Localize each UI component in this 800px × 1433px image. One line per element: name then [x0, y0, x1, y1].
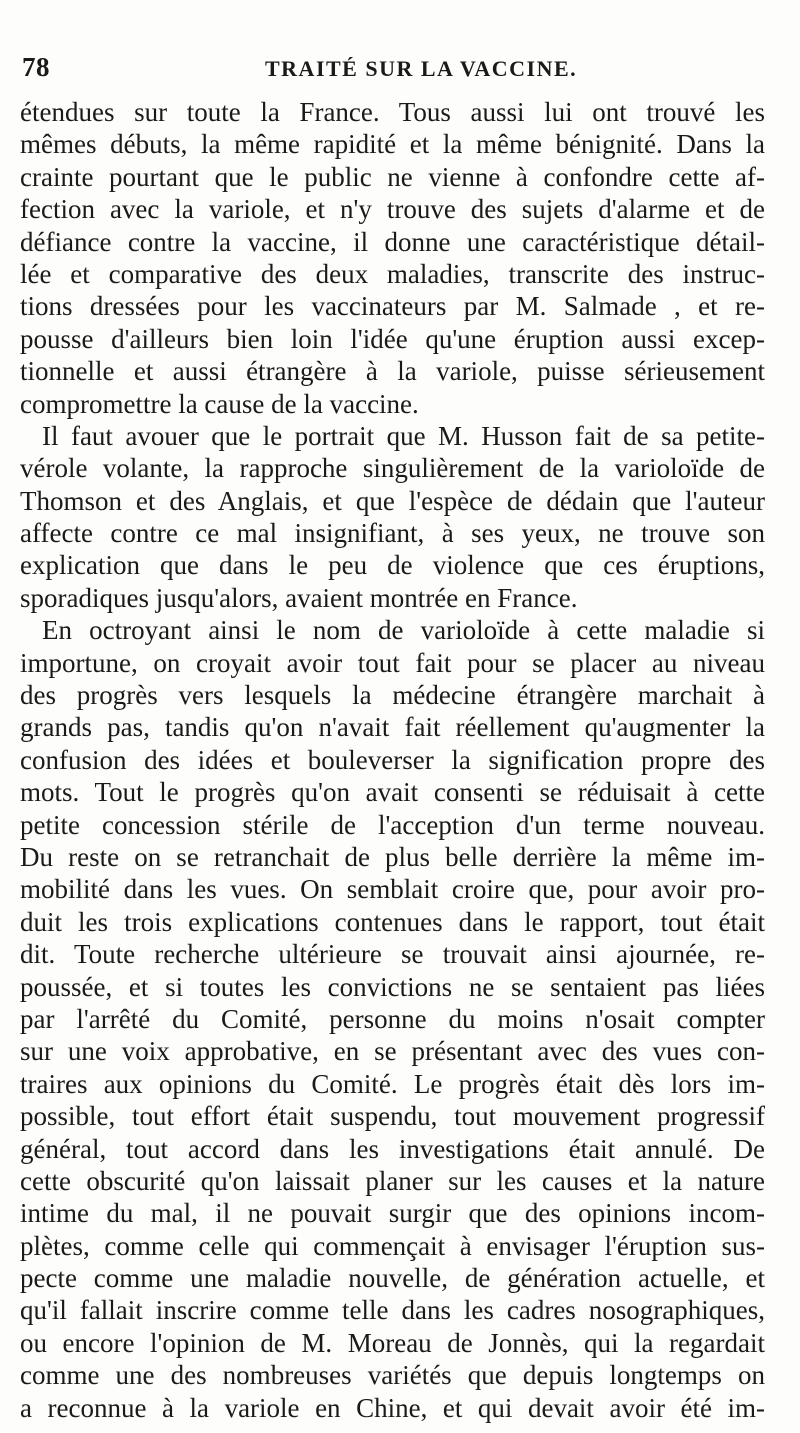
text-line: sporadiques jusqu'alors, avaient montrée en France.	[20, 582, 578, 613]
text-line: duit les trois explications contenues dans le rapport, tout était	[20, 906, 765, 937]
text-line: qu'il fallait inscrire comme telle dans les cadres nosographiques,	[20, 1295, 765, 1326]
text-line: explication que dans le peu de violence que ces éruptions,	[20, 550, 765, 581]
text-line: affecte contre ce mal insignifiant, à ses yeux, ne trouve son	[20, 518, 765, 549]
text-line: petite concession stérile de l'acception d'un terme nouveau.	[20, 809, 765, 840]
text-line: crainte pourtant que le public ne vienne à confondre cette af-	[20, 161, 765, 192]
text-line: dit. Toute recherche ultérieure se trouvait ainsi ajournée, re-	[20, 939, 765, 970]
text-line: En octroyant ainsi le nom de varioloïde à cette maladie si	[42, 615, 765, 646]
text-line: pousse d'ailleurs bien loin l'idée qu'une éruption aussi excep-	[20, 323, 765, 354]
text-line: poussée, et si toutes les convictions ne se sentaient pas liées	[20, 971, 765, 1002]
page-number: 78	[22, 52, 50, 82]
text-line: grands pas, tandis qu'on n'avait fait réellement qu'augmenter la	[20, 712, 765, 743]
text-line: tionnelle et aussi étrangère à la variole, puisse sérieusement	[20, 356, 765, 387]
text-line: possible, tout effort était suspendu, tout mouvement progressif	[20, 1101, 765, 1132]
text-line: compromettre la cause de la vaccine.	[20, 388, 419, 419]
text-line: importune, on croyait avoir tout fait pour se placer au niveau	[20, 647, 765, 678]
text-line: ou encore l'opinion de M. Moreau de Jonnès, qui la regardait	[20, 1327, 765, 1358]
text-line: intime du mal, il ne pouvait surgir que des opinions incom-	[20, 1198, 765, 1229]
text-line: Du reste on se retranchait de plus belle derrière la même im-	[20, 841, 765, 872]
text-line: a reconnue à la variole en Chine, et qui devait avoir été im-	[20, 1392, 765, 1423]
text-line: mobilité dans les vues. On semblait croire que, pour avoir pro-	[20, 874, 765, 905]
text-line: fection avec la variole, et n'y trouve des sujets d'alarme et de	[20, 194, 765, 225]
text-line: mots. Tout le progrès qu'on avait consenti se réduisait à cette	[20, 777, 765, 808]
text-line: confusion des idées et bouleverser la signification propre des	[20, 744, 765, 775]
text-line: pecte comme une maladie nouvelle, de génération actuelle, et	[20, 1263, 765, 1294]
text-line: étendues sur toute la France. Tous aussi lui ont trouvé les	[20, 97, 765, 127]
text-line: plètes, comme celle qui commençait à envisager l'éruption sus-	[20, 1230, 765, 1261]
text-line: cette obscurité qu'on laissait planer sur les causes et la nature	[20, 1165, 765, 1196]
text-line: sur une voix approbative, en se présentant avec des vues con-	[20, 1036, 765, 1067]
text-line: Thomson et des Anglais, et que l'espèce de dédain que l'auteur	[20, 485, 765, 516]
running-title: TRAITÉ SUR LA VACCINE.	[265, 56, 578, 81]
text-line: mêmes débuts, la même rapidité et la même bénignité. Dans la	[20, 129, 765, 160]
running-head	[20, 48, 765, 86]
text-line: par l'arrêté du Comité, personne du moins n'osait compter	[20, 1003, 765, 1034]
text-line: des progrès vers lesquels la médecine étrangère marchait à	[20, 680, 765, 711]
text-line: lée et comparative des deux maladies, transcrite des instruc-	[20, 258, 765, 289]
body-text	[20, 96, 765, 1424]
text-line: comme une des nombreuses variétés que depuis longtemps on	[20, 1360, 765, 1391]
text-line: vérole volante, la rapproche singulièrement de la varioloïde de	[20, 453, 765, 484]
text-line: défiance contre la vaccine, il donne une caractéristique détail-	[20, 226, 765, 257]
text-line: Il faut avouer que le portrait que M. Husson fait de sa petite-	[42, 420, 765, 451]
text-line: tions dressées pour les vaccinateurs par M. Salmade , et re-	[20, 291, 765, 322]
text-line: général, tout accord dans les investigations était annulé. De	[20, 1133, 765, 1164]
text-line: traires aux opinions du Comité. Le progrès était dès lors im-	[20, 1068, 765, 1099]
